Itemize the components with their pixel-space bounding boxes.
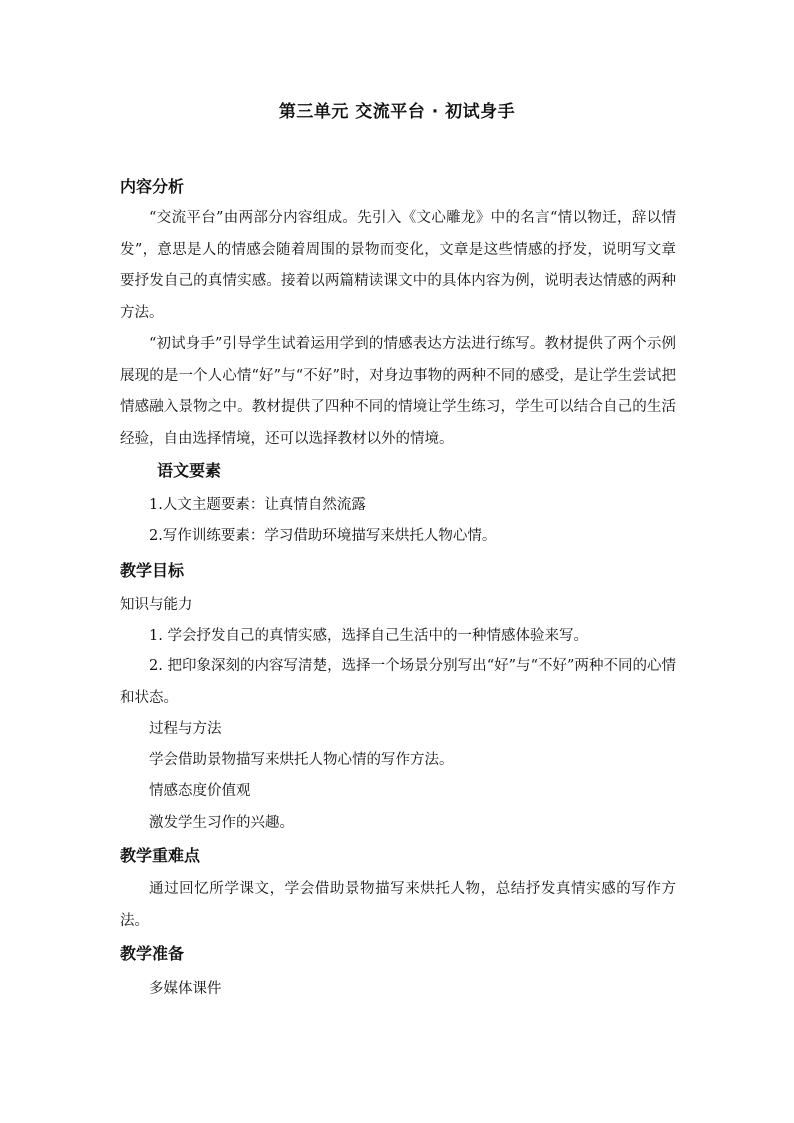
attitude-values-text: 激发学生习作的兴趣。 (149, 815, 294, 831)
heading-content-analysis: 内容分析 (120, 177, 185, 196)
process-method-text: 学会借助景物描写来烘托人物心情的写作方法。 (149, 752, 454, 768)
subheading-knowledge-ability: 知识与能力 (120, 597, 193, 613)
heading-teaching-preparation: 教学准备 (120, 944, 185, 963)
document-title: 第三单元 交流平台 · 初试身手 (278, 102, 516, 122)
language-element-2: 2.写作训练要素：学习借助环境描写来烘托人物心情。 (149, 528, 497, 544)
teaching-preparation-text: 多媒体课件 (149, 981, 222, 997)
goal-item-2 (120, 651, 676, 714)
subheading-process-method: 过程与方法 (149, 721, 222, 737)
paragraph-text: 2. 把印象深刻的内容写清楚，选择一个场景分别写出“好”与“不好”两种不同的心情和状态。 (120, 658, 676, 706)
key-points-text (120, 874, 676, 937)
paragraph-text: 通过回忆所学课文，学会借助景物描写来烘托人物，总结抒发真情实感的写作方法。 (120, 881, 676, 929)
paragraph-content-analysis-1 (120, 203, 676, 329)
paragraph-content-analysis-2 (120, 329, 676, 455)
heading-key-difficult-points: 教学重难点 (120, 846, 201, 865)
paragraph-text: “交流平台”由两部分内容组成。先引入《文心雕龙》中的名言“情以物迁，辞以情发”，意思是人的情感会随着周围的景物而变化，文章是这些情感的抒发，说明写文章要抒发自己的真情实感。接着以两篇精读课文中的具体内容为例，说明表达情感的两种方法。 (120, 210, 676, 321)
language-element-1: 1.人文主题要素：让真情自然流露 (149, 497, 366, 513)
paragraph-text: “初试身手”引导学生试着运用学到的情感表达方法进行练写。教材提供了两个示例展现的是一个人心情“好”与“不好”时，对身边事物的两种不同的感受，是让学生尝试把情感融入景物之中。教材提供了四种不同的情境让学生练习，学生可以结合自己的生活经验，自由选择情境，还可以选择教材以外的情境。 (120, 336, 676, 447)
subheading-attitude-values: 情感态度价值观 (149, 783, 251, 799)
heading-teaching-goals: 教学目标 (120, 561, 185, 580)
heading-language-elements: 语文要素 (157, 461, 222, 480)
goal-item-1: 1. 学会抒发自己的真情实感，选择自己生活中的一种情感体验来写。 (149, 628, 588, 644)
